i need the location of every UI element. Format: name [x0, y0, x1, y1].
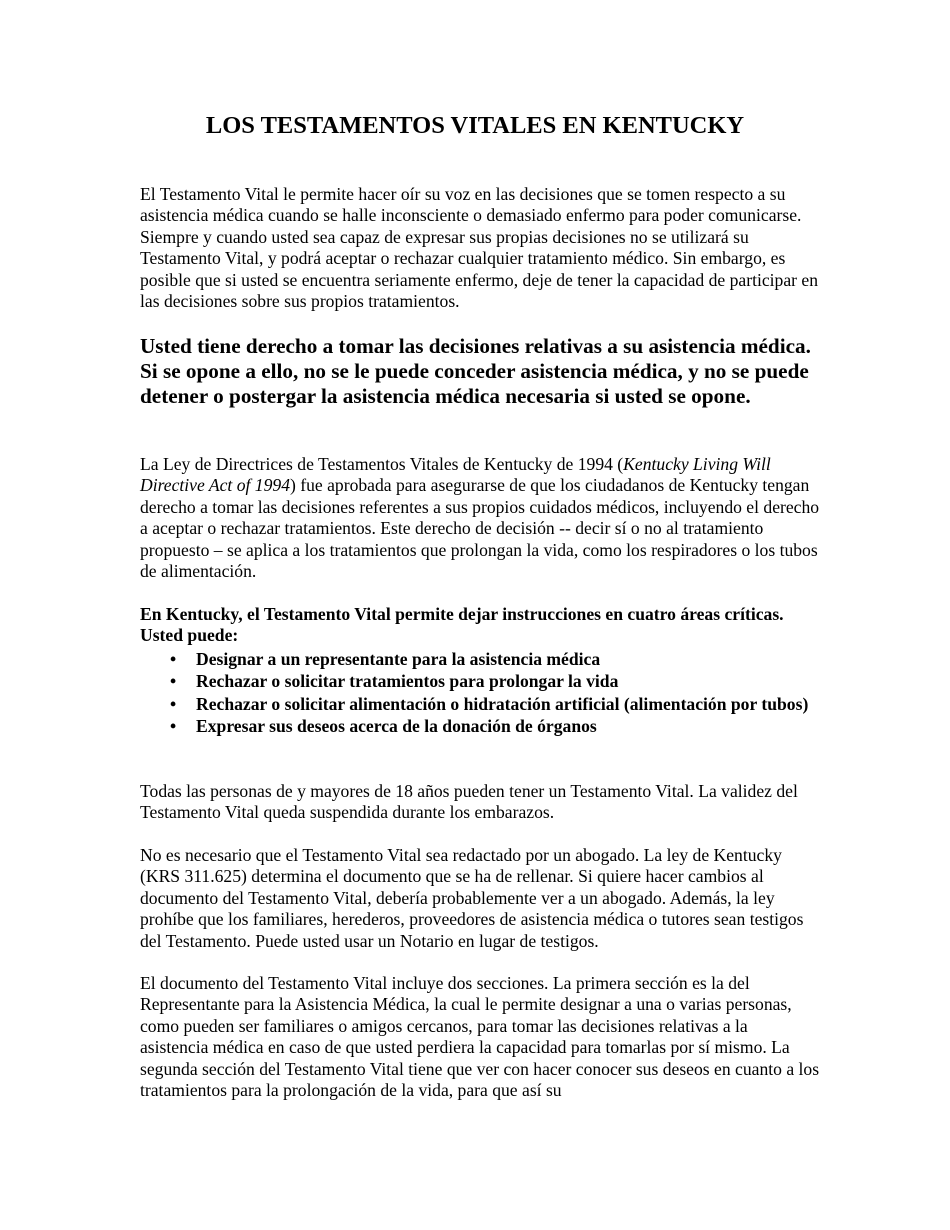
bullet-icon: • — [170, 693, 177, 714]
law-act-name: Kentucky Living Will Directive Act of 1994 — [140, 454, 771, 496]
bullet-icon: • — [170, 671, 177, 692]
list-item-text: Rechazar o solicitar alimentación o hidratación artificial (alimentación por tubos) — [196, 693, 809, 714]
law-paragraph-after: ) fue aprobada para asegurarse de que los ciudadanos de Kentucky tengan derecho a tomar las decisiones referentes a sus propios cuidados médicos, incluyendo el derecho a aceptar o rechazar tratamientos. Este derecho de decisión -- decir sí o no al tratamiento propuesto – se aplica a los tratamientos que prolongan la vida, como los respiradores o los tubos de alimentación. — [140, 475, 820, 582]
law-paragraph-before: La Ley de Directrices de Testamentos Vitales de Kentucky de 1994 ( — [140, 454, 624, 474]
list-item-text: Expresar sus deseos acerca de la donación de órganos — [196, 716, 597, 737]
law-paragraph — [140, 454, 820, 582]
document-title: LOS TESTAMENTOS VITALES EN KENTUCKY — [205, 112, 745, 139]
rights-statement: Usted tiene derecho a tomar las decisiones relativas a su asistencia médica. Si se opone a ello, no se le puede conceder asistencia médica, y no se puede detener o postergar la asistencia médica necesaria si usted se opone. — [140, 334, 811, 409]
areas-intro: En Kentucky, el Testamento Vital permite dejar instrucciones en cuatro áreas críticas. Usted puede: — [140, 604, 784, 646]
list-item-text: Rechazar o solicitar tratamientos para prolongar la vida — [196, 671, 619, 692]
bullet-icon: • — [170, 716, 177, 737]
list-item — [140, 670, 820, 692]
sections-paragraph: El documento del Testamento Vital incluye dos secciones. La primera sección es la del Representante para la Asistencia Médica, la cual le permite designar a una o varias personas, como pueden ser familiares o amigos cercanos, para tomar las decisiones relativas a la asistencia médica en caso de que usted perdiera la capacidad para tomarlas por sí mismo. La segunda sección del Testamento Vital tiene que ver con hacer conocer sus deseos en cuanto a los tratamientos para la prolongación de la vida, para que así su — [140, 973, 820, 1101]
areas-list — [140, 648, 820, 738]
list-item — [140, 715, 820, 737]
bullet-icon: • — [170, 649, 177, 669]
list-item — [140, 693, 820, 715]
intro-paragraph: El Testamento Vital le permite hacer oír su voz en las decisiones que se tomen respecto a su asistencia médica cuando se halle inconsciente o demasiado enfermo para poder comunicarse. Siempre y cuando usted sea capaz de expresar sus propias decisiones no se utilizará su Testamento Vital, y podrá aceptar o rechazar cualquier tratamiento médico. Sin embargo, es posible que si usted se encuentra seriamente enfermo, deje de tener la capacidad de participar en las decisiones sobre sus propios tratamientos. — [140, 184, 819, 312]
age-paragraph: Todas las personas de y mayores de 18 años pueden tener un Testamento Vital. La validez del Testamento Vital queda suspendida durante los embarazos. — [140, 781, 798, 823]
list-item-text: Designar a un representante para la asistencia médica — [196, 649, 601, 669]
list-item — [140, 648, 820, 670]
lawyer-paragraph: No es necesario que el Testamento Vital sea redactado por un abogado. La ley de Kentucky (KRS 311.625) determina el documento que se ha de rellenar. Si quiere hacer cambios al documento del Testamento Vital, debería probablemente ver a un abogado. Además, la ley prohíbe que los familiares, herederos, proveedores de asistencia médica o tutores sean testigos del Testamento. Puede usted usar un Notario en lugar de testigos. — [140, 845, 804, 951]
